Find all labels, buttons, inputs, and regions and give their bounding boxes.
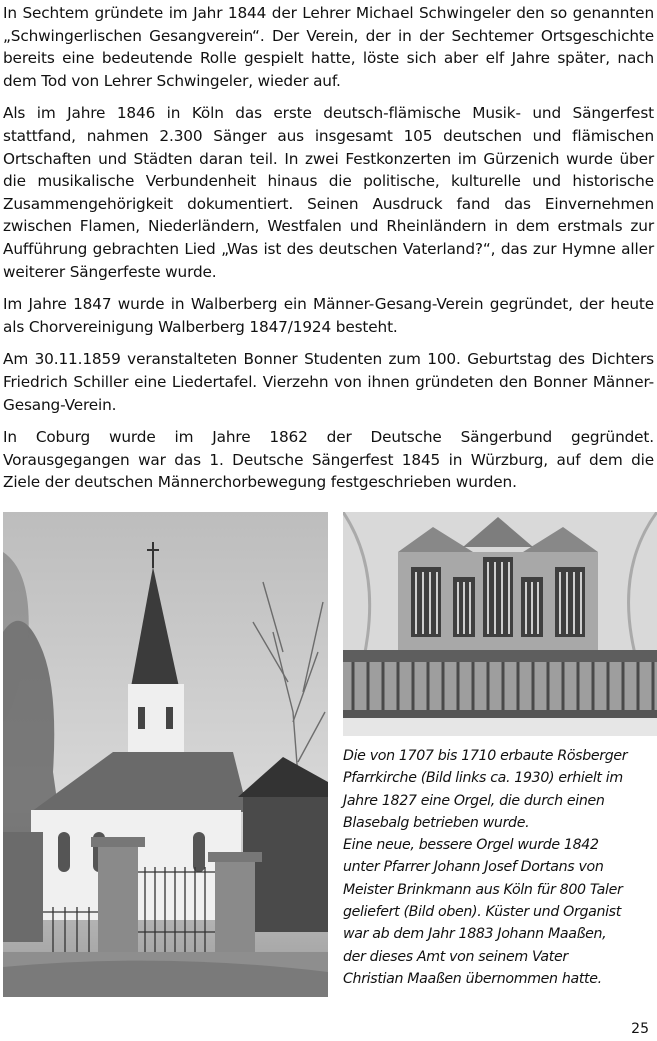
paragraph: In Sechtem gründete im Jahr 1844 der Lehrer Michael Schwingeler den so genannten „Schwingerlischen Gesangverein“. Der Verein, der in der Sechtemer Ortsgeschichte bereits eine bedeutende Rolle gespielt hatte, löste sich aber elf Jahre später, nach dem Tod von Lehrer Schwingeler, wieder auf. xyxy=(3,4,654,90)
church-photo xyxy=(3,512,328,997)
caption-line: Blasebalg betrieben wurde. xyxy=(343,814,530,831)
image-caption xyxy=(343,745,655,990)
caption-line: Die von 1707 bis 1710 erbaute Rösberger xyxy=(343,748,628,764)
caption-line: war ab dem Jahr 1883 Johann Maaßen, xyxy=(343,926,607,943)
paragraph: Als im Jahre 1846 in Köln das erste deutsch-flämische Musik- und Sängerfest stattfand, nahmen 2.300 Sänger aus insgesamt 105 deutschen und flämischen Ortschaften und Städten daran teil. In zwei Festkonzerten im Gürzenich wurde über die musikalische Verbundenheit hinaus die politische, kulturelle und historische Zusammengehörigkeit dokumentiert. Seinen Ausdruck fand das Einvernehmen zwischen Flamen, Niederländern, Westfalen und Rheinländern in dem erstmals zur Aufführung gebrachten Lied „Was ist des deutschen Vaterland?“, das zur Hymne aller weiterer Sängerfeste wurde. xyxy=(3,104,654,281)
organ-photo xyxy=(343,512,657,736)
page-number: 25 xyxy=(631,1021,649,1037)
body-text xyxy=(3,2,654,504)
caption-line: Eine neue, bessere Orgel wurde 1842 xyxy=(343,837,599,854)
paragraph: Im Jahre 1847 wurde in Walberberg ein Männer-Gesang-Verein gegründet, der heute als Chorvereinigung Walberberg 1847/1924 besteht. xyxy=(3,295,654,336)
paragraph: Am 30.11.1859 veranstalteten Bonner Studenten zum 100. Geburtstag des Dichters Friedrich Schiller eine Liedertafel. Vierzehn von ihnen gründeten den Bonner Männer-Gesang-Verein. xyxy=(3,350,654,414)
caption-line: unter Pfarrer Johann Josef Dortans von xyxy=(343,859,604,876)
caption-line: Jahre 1827 eine Orgel, die durch einen xyxy=(343,792,605,809)
caption-line: der dieses Amt von seinem Vater xyxy=(343,948,568,965)
caption-line: Pfarrkirche (Bild links ca. 1930) erhielt im xyxy=(343,770,623,787)
caption-line: geliefert (Bild oben). Küster und Organist xyxy=(343,904,621,921)
caption-line: Christian Maaßen übernommen hatte. xyxy=(343,970,602,987)
paragraph: In Coburg wurde im Jahre 1862 der Deutsche Sängerbund gegründet. Vorausgegangen war das 1. Deutsche Sängerfest 1845 in Würzburg, auf dem die Ziele der deutschen Männerchorbewegung festgeschrieben wurden. xyxy=(3,428,654,492)
caption-line: Meister Brinkmann aus Köln für 800 Taler xyxy=(343,881,623,898)
